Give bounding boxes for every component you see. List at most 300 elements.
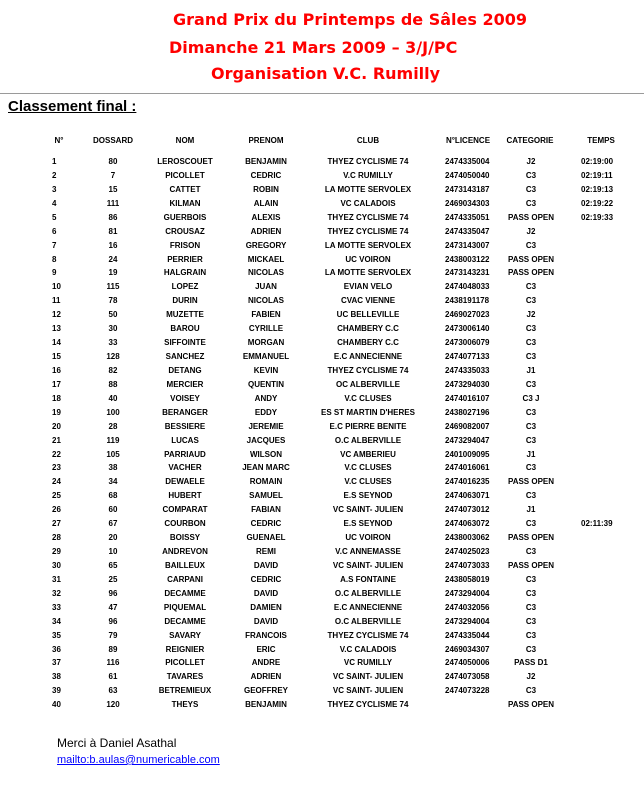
cell-prenom: JACQUES [246, 435, 286, 445]
cell-nom: VOISEY [170, 393, 200, 403]
cell-club: UC VOIRON [345, 533, 391, 543]
cell-club: A.S FONTAINE [340, 574, 396, 584]
cell-categorie: C3 [525, 574, 537, 584]
cell-nom: SIFFOINTE [164, 338, 206, 348]
cell-nom: TAVARES [166, 672, 204, 682]
cell-rank: 23 [52, 463, 61, 473]
cell-licence: 2473006079 [445, 338, 490, 348]
cell-rank: 16 [52, 365, 61, 375]
cell-rank: 12 [52, 310, 61, 320]
cell-licence: 2473294004 [445, 588, 490, 598]
cell-prenom: ADRIEN [250, 226, 282, 236]
col-header-dossard: DOSSARD [92, 136, 134, 145]
table-row [0, 185, 644, 199]
cell-club: THYEZ CYCLISME 74 [327, 365, 409, 375]
table-row [0, 686, 644, 700]
cell-rank: 10 [52, 282, 61, 292]
cell-prenom: GREGORY [245, 240, 287, 250]
cell-nom: HALGRAIN [163, 268, 207, 278]
cell-nom: CARPANI [167, 574, 203, 584]
cell-licence: 2473143231 [445, 268, 490, 278]
cell-categorie: J2 [526, 672, 536, 682]
cell-licence: 2474073058 [445, 672, 490, 682]
cell-dossard: 34 [108, 477, 118, 487]
cell-club: THYEZ CYCLISME 74 [327, 630, 409, 640]
cell-licence: 2474073228 [445, 686, 490, 696]
cell-dossard: 33 [108, 338, 118, 348]
cell-nom: MERCIER [166, 379, 204, 389]
cell-prenom: JEAN MARC [242, 463, 290, 473]
table-row [0, 199, 644, 213]
cell-nom: KILMAN [169, 198, 201, 208]
cell-dossard: 100 [106, 407, 120, 417]
cell-club: O.C ALBERVILLE [334, 588, 402, 598]
cell-nom: REIGNIER [165, 644, 205, 654]
cell-dossard: 38 [108, 463, 118, 473]
cell-dossard: 80 [108, 157, 118, 166]
cell-prenom: DAVID [253, 588, 279, 598]
col-header-licence: N°LICENCE [445, 136, 491, 145]
cell-prenom: ROMAIN [249, 477, 283, 487]
cell-categorie: C3 [525, 630, 537, 640]
cell-rank: 2 [52, 170, 57, 180]
table-row [0, 324, 644, 338]
cell-prenom: FABIAN [251, 505, 281, 515]
table-row [0, 241, 644, 255]
footer-credit: Merci à Daniel Asathal [57, 736, 177, 750]
cell-nom: COMPARAT [162, 505, 208, 515]
cell-rank: 27 [52, 519, 61, 529]
cell-nom: MUZETTE [166, 310, 204, 320]
table-row [0, 408, 644, 422]
cell-prenom: SAMUEL [249, 491, 283, 501]
cell-licence: 2474335047 [445, 226, 490, 236]
cell-nom: HUBERT [168, 491, 202, 501]
cell-prenom: DAMIEN [250, 602, 282, 612]
cell-club: E.C PIERRE BENITE [329, 421, 407, 431]
cell-club: E.C ANNECIENNE [333, 602, 403, 612]
cell-nom: BOISSY [169, 533, 201, 543]
cell-categorie: J2 [526, 226, 536, 236]
table-row [0, 561, 644, 575]
cell-dossard: 81 [108, 226, 118, 236]
cell-prenom: NICOLAS [248, 296, 284, 306]
table-row [0, 491, 644, 505]
cell-licence: 2469082007 [445, 421, 490, 431]
cell-club: VC SAINT- JULIEN [332, 686, 404, 696]
cell-dossard: 88 [108, 379, 118, 389]
cell-club: VC SAINT- JULIEN [332, 560, 404, 570]
cell-club: THYEZ CYCLISME 74 [327, 700, 409, 710]
cell-nom: SAVARY [169, 630, 201, 640]
cell-temps: 02:19:00 [581, 157, 614, 166]
cell-nom: SANCHEZ [165, 352, 205, 362]
event-organizer: Organisation V.C. Rumilly [211, 64, 441, 83]
cell-licence: 2474050006 [445, 658, 490, 668]
cell-prenom: JEREMIE [248, 421, 284, 431]
cell-nom: DECAMME [164, 616, 206, 626]
cell-licence: 2438191178 [445, 296, 490, 306]
cell-rank: 33 [52, 602, 61, 612]
cell-dossard: 78 [108, 296, 118, 306]
cell-categorie: PASS OPEN [507, 477, 555, 487]
cell-dossard: 86 [108, 212, 118, 222]
cell-nom: DETANG [168, 365, 202, 375]
cell-club: VC CALADOIS [340, 198, 396, 208]
cell-categorie: C3 [525, 324, 537, 334]
cell-rank: 14 [52, 338, 61, 348]
cell-dossard: 116 [106, 658, 120, 668]
cell-categorie: C3 [525, 198, 537, 208]
cell-club: THYEZ CYCLISME 74 [327, 212, 409, 222]
table-row [0, 227, 644, 241]
col-header-prenom: PRENOM [248, 136, 284, 145]
cell-dossard: 82 [108, 365, 118, 375]
cell-licence: 2473006140 [445, 324, 490, 334]
cell-categorie: C3 [525, 338, 537, 348]
cell-nom: PICOLLET [165, 170, 205, 180]
cell-prenom: WILSON [250, 449, 282, 459]
cell-rank: 7 [52, 240, 57, 250]
cell-nom: BETREMIEUX [158, 686, 212, 696]
section-title: Classement final : [8, 98, 137, 115]
cell-dossard: 7 [110, 170, 116, 180]
cell-categorie: C3 [525, 463, 537, 473]
cell-temps: 02:19:22 [581, 198, 614, 208]
table-row [0, 645, 644, 659]
cell-licence: 2438003122 [445, 254, 490, 264]
cell-categorie: C3 [525, 686, 537, 696]
table-row [0, 282, 644, 296]
col-header-club: CLUB [356, 136, 380, 145]
cell-licence: 2474073012 [445, 505, 490, 515]
cell-club: E.S SEYNOD [343, 491, 393, 501]
cell-nom: BERANGER [162, 407, 208, 417]
cell-club: O.C ALBERVILLE [334, 435, 402, 445]
col-header-nom: NOM [175, 136, 195, 145]
cell-licence: 2401009095 [445, 449, 490, 459]
cell-licence: 2438058019 [445, 574, 490, 584]
cell-licence: 2473294047 [445, 435, 490, 445]
cell-dossard: 50 [108, 310, 118, 320]
cell-rank: 39 [52, 686, 61, 696]
table-row [0, 617, 644, 631]
cell-rank: 19 [52, 407, 61, 417]
cell-categorie: C3 [525, 379, 537, 389]
cell-nom: BAROU [170, 324, 200, 334]
cell-temps: 02:11:39 [581, 519, 613, 529]
cell-categorie: PASS OPEN [507, 254, 555, 264]
cell-club: E.S SEYNOD [343, 519, 393, 529]
cell-dossard: 20 [108, 533, 118, 543]
cell-rank: 26 [52, 505, 61, 515]
cell-licence: 2438003062 [445, 533, 490, 543]
table-row [0, 380, 644, 394]
cell-club: V.C CALADOIS [339, 644, 397, 654]
table-row [0, 589, 644, 603]
cell-categorie: C3 [525, 184, 537, 194]
cell-nom: LEROSCOUET [157, 157, 213, 166]
cell-club: CHAMBERY C.C [337, 324, 399, 334]
cell-dossard: 15 [108, 184, 118, 194]
cell-club: LA MOTTE SERVOLEX [324, 268, 412, 278]
cell-licence: 2474063071 [445, 491, 490, 501]
cell-club: V.C CLUSES [344, 393, 392, 403]
header-divider [0, 93, 644, 94]
cell-prenom: REMI [256, 547, 276, 557]
cell-dossard: 63 [108, 686, 118, 696]
cell-dossard: 19 [108, 268, 118, 278]
cell-prenom: FRANCOIS [245, 630, 287, 640]
cell-rank: 30 [52, 560, 61, 570]
cell-prenom: ADRIEN [250, 672, 282, 682]
cell-dossard: 28 [108, 421, 118, 431]
table-row [0, 213, 644, 227]
cell-nom: LUCAS [171, 435, 199, 445]
cell-prenom: JUAN [255, 282, 277, 292]
col-header-categorie: CATEGORIE [506, 136, 554, 145]
table-row [0, 296, 644, 310]
cell-prenom: ERIC [256, 644, 276, 654]
cell-licence: 2469034307 [445, 644, 490, 654]
cell-licence: 2474063072 [445, 519, 490, 529]
cell-nom: ANDREVON [162, 547, 208, 557]
cell-rank: 22 [52, 449, 61, 459]
cell-categorie: PASS OPEN [507, 700, 555, 710]
cell-rank: 35 [52, 630, 61, 640]
cell-licence: 2474335051 [445, 212, 490, 222]
cell-licence: 2474016235 [445, 477, 490, 487]
cell-club: VC SAINT- JULIEN [332, 505, 404, 515]
cell-categorie: PASS OPEN [507, 268, 555, 278]
cell-licence: 2474016061 [445, 463, 490, 473]
cell-licence: 2474032056 [445, 602, 490, 612]
table-row [0, 658, 644, 672]
table-row [0, 519, 644, 533]
cell-temps: 02:19:33 [581, 212, 614, 222]
cell-categorie: PASS OPEN [507, 560, 555, 570]
cell-licence: 2473294030 [445, 379, 490, 389]
cell-categorie: C3 [525, 519, 537, 529]
cell-dossard: 60 [108, 505, 118, 515]
event-title: Grand Prix du Printemps de Sâles 2009 [173, 10, 528, 29]
table-row [0, 505, 644, 519]
cell-categorie: C3 [525, 616, 537, 626]
cell-club: THYEZ CYCLISME 74 [327, 157, 409, 166]
cell-dossard: 89 [108, 644, 118, 654]
cell-club: VC SAINT- JULIEN [332, 672, 404, 682]
cell-categorie: C3 J [522, 393, 540, 403]
cell-dossard: 10 [108, 547, 118, 557]
cell-rank: 32 [52, 588, 61, 598]
cell-categorie: C3 [525, 170, 537, 180]
cell-dossard: 68 [108, 491, 118, 501]
cell-categorie: J2 [526, 157, 536, 166]
table-row [0, 575, 644, 589]
table-row [0, 422, 644, 436]
table-row [0, 603, 644, 617]
cell-categorie: J1 [526, 505, 536, 515]
cell-categorie: C3 [525, 602, 537, 612]
cell-rank: 15 [52, 352, 61, 362]
cell-rank: 13 [52, 324, 61, 334]
cell-rank: 29 [52, 547, 61, 557]
cell-nom: PARRIAUD [164, 449, 206, 459]
cell-categorie: PASS OPEN [507, 212, 555, 222]
cell-dossard: 105 [106, 449, 120, 459]
table-row [0, 338, 644, 352]
table-row [0, 463, 644, 477]
cell-dossard: 25 [108, 574, 118, 584]
cell-licence: 2474335033 [445, 365, 490, 375]
cell-prenom: FABIEN [251, 310, 281, 320]
table-row [0, 533, 644, 547]
cell-rank: 40 [52, 700, 61, 710]
table-row [0, 450, 644, 464]
cell-licence: 2474016107 [445, 393, 490, 403]
cell-prenom: ANDRE [251, 658, 281, 668]
cell-categorie: J1 [526, 365, 536, 375]
cell-categorie: C3 [525, 296, 537, 306]
cell-prenom: CYRILLE [248, 324, 284, 334]
cell-club: CVAC VIENNE [340, 296, 396, 306]
cell-categorie: C3 [525, 435, 537, 445]
cell-licence: 2469034303 [445, 198, 490, 208]
table-row [0, 477, 644, 491]
cell-club: VC AMBERIEU [340, 449, 396, 459]
cell-licence: 2474335004 [445, 157, 490, 166]
cell-rank: 21 [52, 435, 61, 445]
cell-dossard: 24 [108, 254, 118, 264]
cell-nom: DEWAELE [165, 477, 205, 487]
cell-nom: BESSIERE [164, 421, 206, 431]
cell-prenom: BENJAMIN [245, 700, 287, 710]
cell-nom: COURBON [164, 519, 206, 529]
cell-rank: 6 [52, 226, 57, 236]
cell-prenom: MICKAEL [247, 254, 285, 264]
cell-nom: FRISON [169, 240, 201, 250]
cell-rank: 28 [52, 533, 61, 543]
col-header-rank: N° [54, 136, 64, 145]
cell-rank: 11 [52, 296, 61, 306]
cell-club: EVIAN VELO [343, 282, 393, 292]
cell-prenom: ROBIN [253, 184, 279, 194]
col-header-temps: TEMPS [587, 136, 615, 145]
table-row [0, 631, 644, 645]
cell-categorie: PASS D1 [514, 658, 548, 668]
cell-categorie: C3 [525, 407, 537, 417]
cell-club: V.C CLUSES [344, 463, 392, 473]
cell-rank: 3 [52, 184, 57, 194]
cell-nom: VACHER [168, 463, 202, 473]
cell-rank: 17 [52, 379, 61, 389]
cell-nom: PICOLLET [165, 658, 205, 668]
cell-rank: 20 [52, 421, 61, 431]
email-link[interactable]: mailto:b.aulas@numericable.com [57, 754, 220, 766]
cell-rank: 4 [52, 198, 57, 208]
cell-club: UC BELLEVILLE [336, 310, 400, 320]
cell-nom: GUERBOIS [163, 212, 207, 222]
cell-rank: 31 [52, 574, 61, 584]
cell-categorie: C3 [525, 282, 537, 292]
cell-licence: 2469027023 [445, 310, 490, 320]
cell-prenom: NICOLAS [248, 268, 284, 278]
cell-dossard: 40 [108, 393, 118, 403]
cell-prenom: KEVIN [253, 365, 279, 375]
table-row [0, 436, 644, 450]
table-row [0, 255, 644, 269]
cell-rank: 18 [52, 393, 61, 403]
cell-rank: 1 [52, 157, 57, 166]
cell-categorie: J2 [526, 310, 536, 320]
cell-dossard: 115 [106, 282, 120, 292]
cell-club: LA MOTTE SERVOLEX [324, 184, 412, 194]
table-row [0, 366, 644, 380]
cell-nom: CATTET [169, 184, 201, 194]
cell-prenom: CEDRIC [250, 170, 282, 180]
cell-categorie: C3 [525, 588, 537, 598]
cell-rank: 9 [52, 268, 57, 278]
cell-prenom: EDDY [254, 407, 278, 417]
cell-licence: 2474335044 [445, 630, 490, 640]
cell-rank: 25 [52, 491, 61, 501]
cell-prenom: ANDY [254, 393, 278, 403]
cell-prenom: BENJAMIN [245, 157, 287, 166]
cell-prenom: ALAIN [253, 198, 279, 208]
table-row [0, 310, 644, 324]
cell-rank: 37 [52, 658, 61, 668]
cell-dossard: 120 [106, 700, 120, 710]
cell-prenom: DAVID [253, 616, 279, 626]
cell-categorie: J1 [526, 449, 536, 459]
cell-licence: 2473143007 [445, 240, 490, 250]
cell-nom: DURIN [172, 296, 198, 306]
cell-dossard: 79 [108, 630, 118, 640]
cell-licence: 2474073033 [445, 560, 490, 570]
cell-prenom: MORGAN [247, 338, 285, 348]
table-row [0, 268, 644, 282]
table-row [0, 700, 644, 714]
cell-rank: 34 [52, 616, 61, 626]
cell-categorie: C3 [525, 240, 537, 250]
cell-club: V.C RUMILLY [343, 170, 393, 180]
cell-licence: 2474048033 [445, 282, 490, 292]
cell-categorie: C3 [525, 352, 537, 362]
cell-licence: 2474025023 [445, 547, 490, 557]
cell-club: ES ST MARTIN D'HERES [321, 407, 415, 417]
cell-nom: BAILLEUX [165, 560, 205, 570]
table-row [0, 394, 644, 408]
cell-categorie: C3 [525, 491, 537, 501]
cell-club: VC RUMILLY [343, 658, 393, 668]
cell-nom: PERRIER [167, 254, 203, 264]
cell-rank: 5 [52, 212, 57, 222]
cell-prenom: QUENTIN [248, 379, 284, 389]
cell-dossard: 30 [108, 324, 118, 334]
cell-nom: PIQUEMAL [163, 602, 207, 612]
cell-nom: LOPEZ [171, 282, 199, 292]
cell-licence: 2474077133 [445, 352, 490, 362]
cell-dossard: 16 [108, 240, 118, 250]
cell-club: CHAMBERY C.C [337, 338, 399, 348]
cell-prenom: GEOFFREY [243, 686, 289, 696]
cell-licence: 2473294004 [445, 616, 490, 626]
table-row [0, 157, 644, 171]
cell-categorie: PASS OPEN [507, 533, 555, 543]
cell-licence: 2474050040 [445, 170, 490, 180]
cell-rank: 24 [52, 477, 61, 487]
cell-club: E.C ANNECIENNE [333, 352, 403, 362]
